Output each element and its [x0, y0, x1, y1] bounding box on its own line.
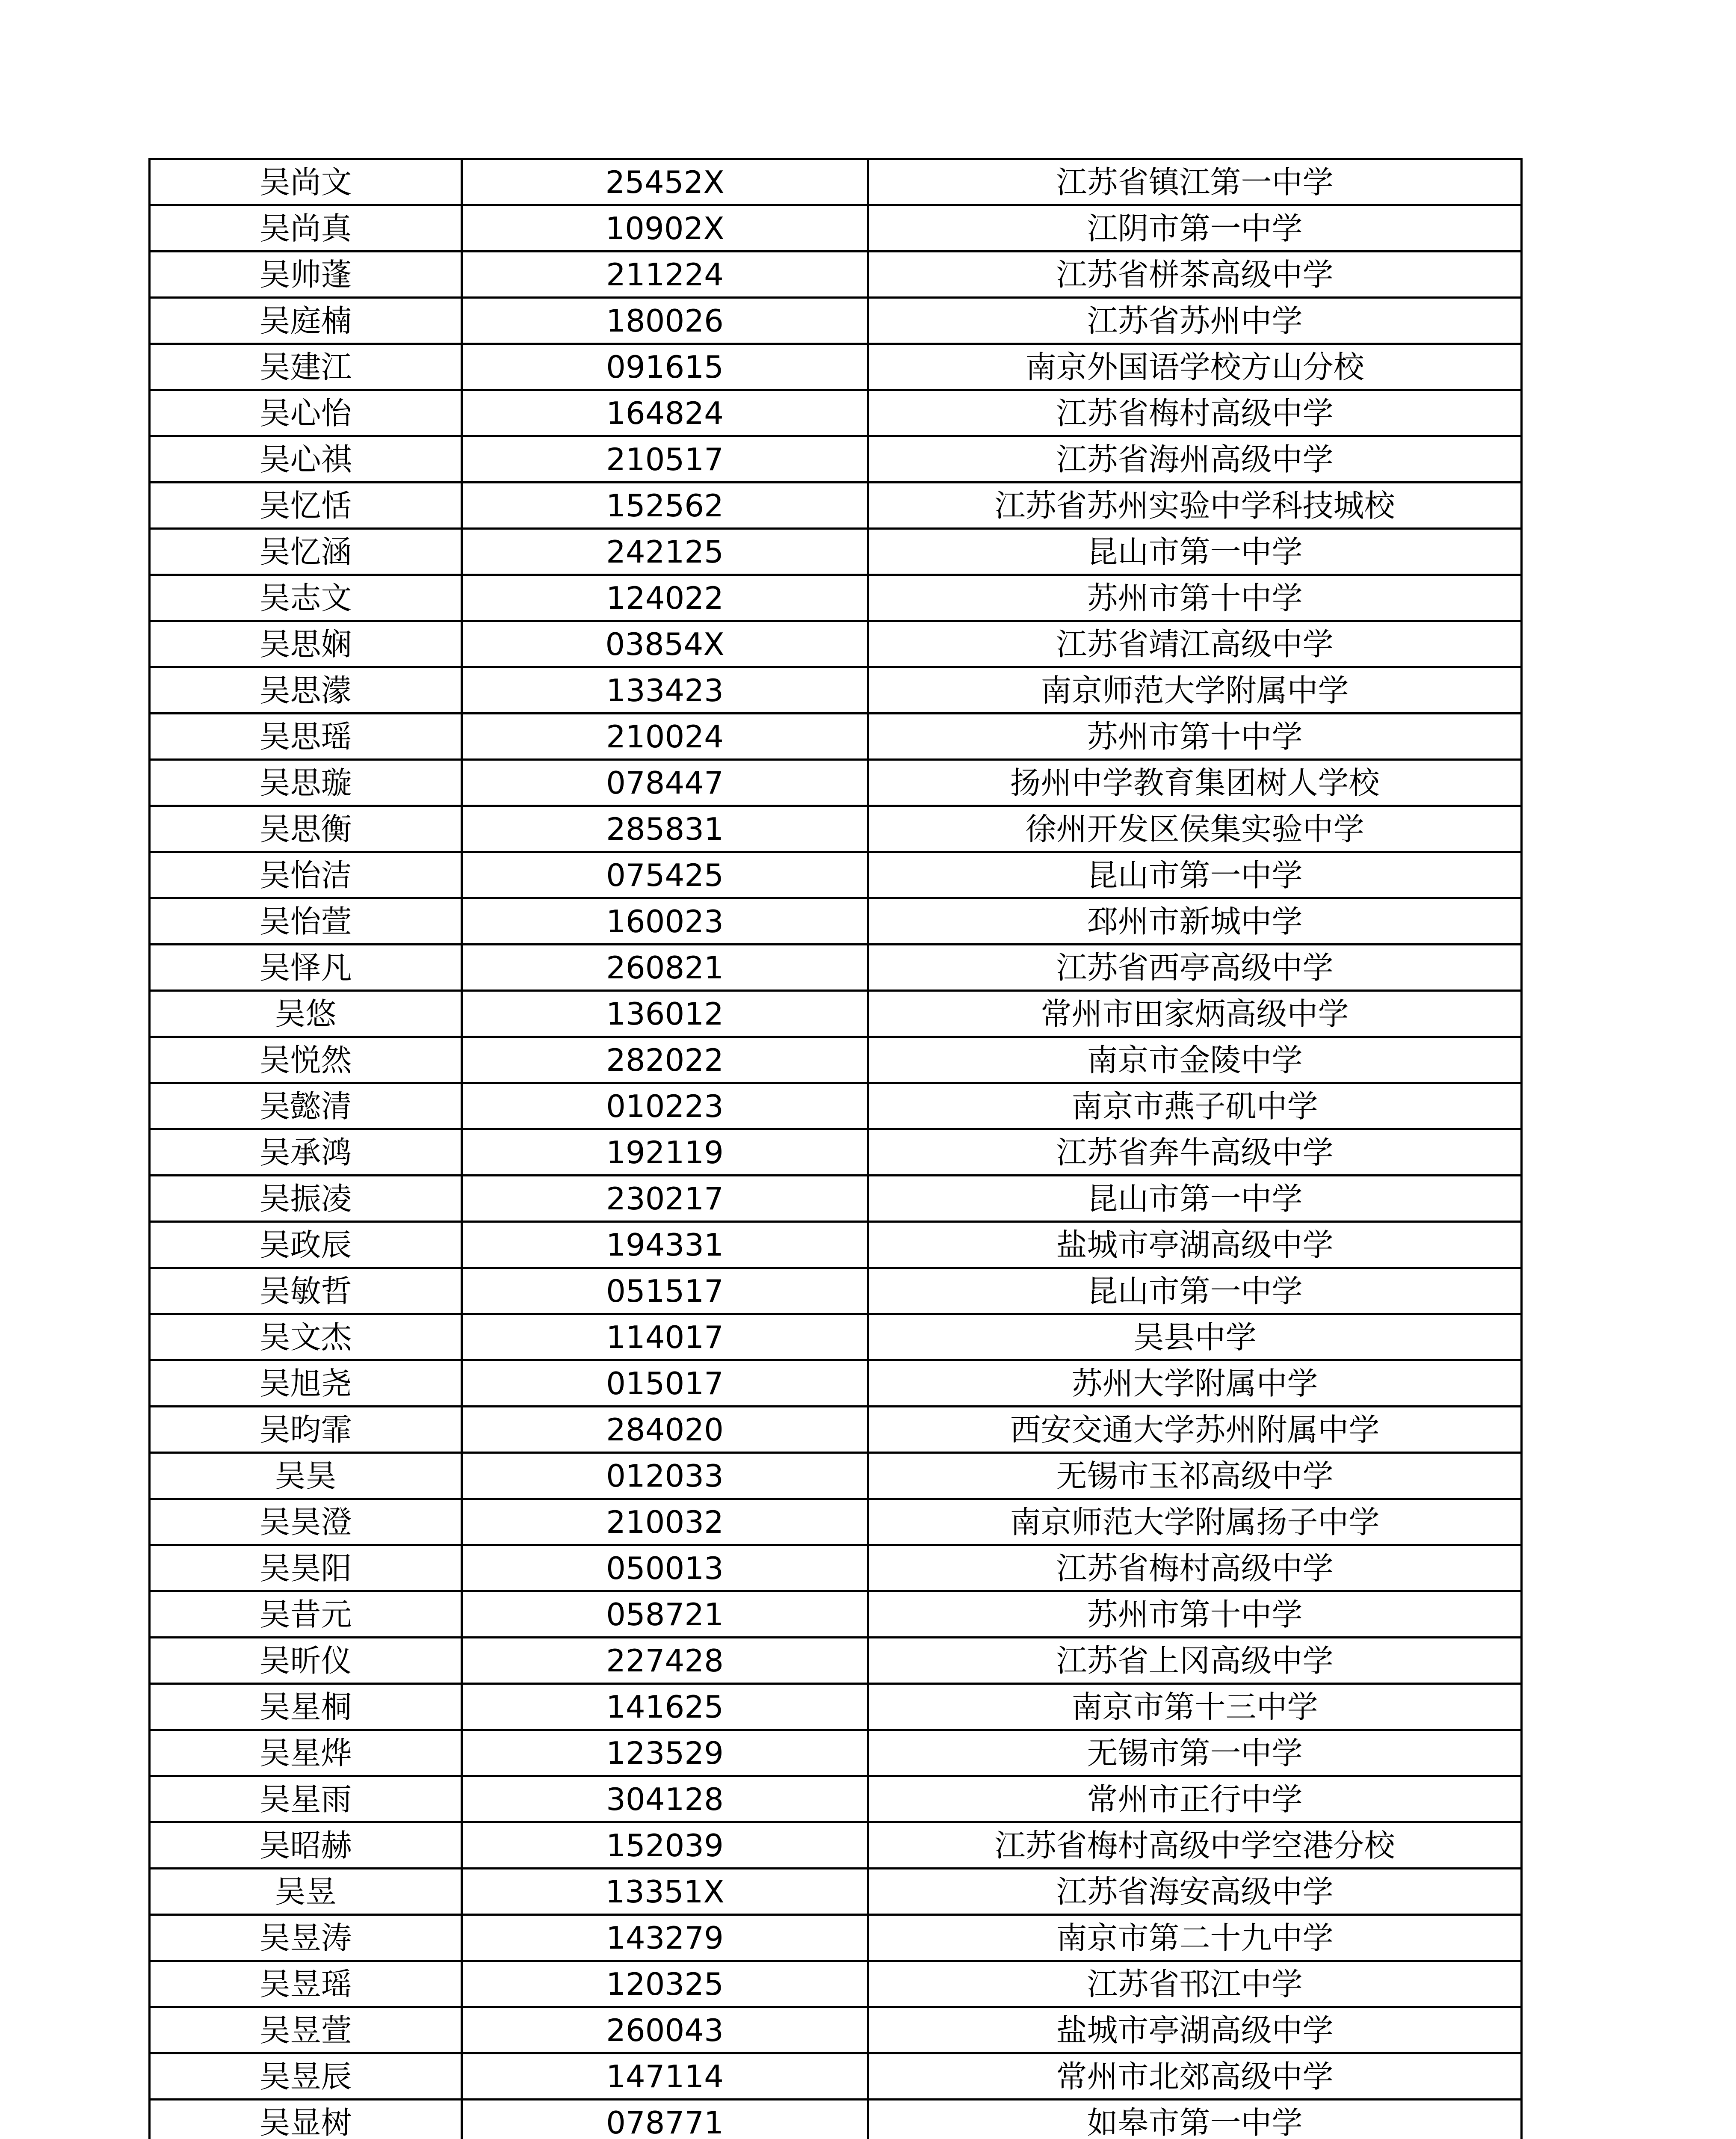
school-name-cell: 江苏省镇江第一中学	[868, 159, 1522, 205]
table-row	[150, 159, 1522, 205]
student-name-cell: 吴帅蓬	[150, 252, 462, 298]
table-row	[150, 1314, 1522, 1360]
student-name-cell: 吴庭楠	[150, 298, 462, 344]
student-name-cell: 吴怿凡	[150, 945, 462, 991]
table-row	[150, 1499, 1522, 1545]
student-name-cell: 吴昕仪	[150, 1638, 462, 1684]
student-id-cell: 136012	[462, 991, 868, 1037]
student-name-cell: 吴懿清	[150, 1083, 462, 1129]
student-id-cell: 114017	[462, 1314, 868, 1360]
student-id-cell: 230217	[462, 1176, 868, 1222]
student-id-cell: 075425	[462, 852, 868, 898]
school-name-cell: 西安交通大学苏州附属中学	[868, 1407, 1522, 1453]
student-id-cell: 211224	[462, 252, 868, 298]
table-row	[150, 2100, 1522, 2139]
student-id-cell: 210032	[462, 1499, 868, 1545]
student-name-cell: 吴昀霏	[150, 1407, 462, 1453]
student-name-cell: 吴旭尧	[150, 1360, 462, 1407]
student-name-cell: 吴昊	[150, 1453, 462, 1499]
table-row	[150, 483, 1522, 529]
table-row	[150, 1083, 1522, 1129]
student-name-cell: 吴尚真	[150, 205, 462, 252]
student-name-cell: 吴思娴	[150, 621, 462, 667]
student-id-cell: 152039	[462, 1822, 868, 1869]
table-row	[150, 1037, 1522, 1083]
student-id-cell: 152562	[462, 483, 868, 529]
table-row	[150, 1869, 1522, 1915]
school-name-cell: 如皋市第一中学	[868, 2100, 1522, 2139]
school-name-cell: 江苏省奔牛高级中学	[868, 1129, 1522, 1176]
table-row	[150, 1545, 1522, 1591]
student-id-cell: 284020	[462, 1407, 868, 1453]
student-name-cell: 吴昊澄	[150, 1499, 462, 1545]
table-row	[150, 205, 1522, 252]
table-row	[150, 252, 1522, 298]
student-name-cell: 吴思濛	[150, 667, 462, 714]
student-id-cell: 010223	[462, 1083, 868, 1129]
student-name-cell: 吴怡萱	[150, 898, 462, 945]
student-id-cell: 015017	[462, 1360, 868, 1407]
student-id-cell: 10902X	[462, 205, 868, 252]
table-row	[150, 390, 1522, 436]
student-id-cell: 282022	[462, 1037, 868, 1083]
student-id-cell: 078771	[462, 2100, 868, 2139]
student-id-cell: 13351X	[462, 1869, 868, 1915]
student-id-cell: 210517	[462, 436, 868, 483]
student-name-cell: 吴尚文	[150, 159, 462, 205]
student-name-cell: 吴显树	[150, 2100, 462, 2139]
student-id-cell: 050013	[462, 1545, 868, 1591]
school-name-cell: 苏州市第十中学	[868, 575, 1522, 621]
school-name-cell: 无锡市玉祁高级中学	[868, 1453, 1522, 1499]
student-name-cell: 吴昭赫	[150, 1822, 462, 1869]
student-name-cell: 吴昱涛	[150, 1915, 462, 1961]
school-name-cell: 江苏省梅村高级中学	[868, 1545, 1522, 1591]
table-row	[150, 1730, 1522, 1776]
table-row	[150, 436, 1522, 483]
student-name-cell: 吴星烨	[150, 1730, 462, 1776]
student-name-cell: 吴星桐	[150, 1684, 462, 1730]
school-name-cell: 昆山市第一中学	[868, 529, 1522, 575]
table-row	[150, 1776, 1522, 1822]
table-row	[150, 575, 1522, 621]
student-id-cell: 160023	[462, 898, 868, 945]
student-name-cell: 吴昱辰	[150, 2053, 462, 2100]
student-name-cell: 吴昱瑶	[150, 1961, 462, 2007]
student-id-cell: 304128	[462, 1776, 868, 1822]
table-row	[150, 1176, 1522, 1222]
table-row	[150, 1129, 1522, 1176]
school-name-cell: 盐城市亭湖高级中学	[868, 1222, 1522, 1268]
school-name-cell: 昆山市第一中学	[868, 1268, 1522, 1314]
table-row	[150, 2053, 1522, 2100]
school-name-cell: 南京师范大学附属扬子中学	[868, 1499, 1522, 1545]
table-row	[150, 852, 1522, 898]
school-name-cell: 江苏省梅村高级中学	[868, 390, 1522, 436]
student-id-cell: 123529	[462, 1730, 868, 1776]
school-name-cell: 江苏省苏州中学	[868, 298, 1522, 344]
student-id-cell: 091615	[462, 344, 868, 390]
table-row	[150, 1822, 1522, 1869]
school-name-cell: 苏州市第十中学	[868, 1591, 1522, 1638]
table-row	[150, 621, 1522, 667]
table-row	[150, 898, 1522, 945]
student-id-cell: 012033	[462, 1453, 868, 1499]
table-row	[150, 714, 1522, 760]
student-name-cell: 吴昱	[150, 1869, 462, 1915]
school-name-cell: 江苏省西亭高级中学	[868, 945, 1522, 991]
school-name-cell: 常州市北郊高级中学	[868, 2053, 1522, 2100]
school-name-cell: 昆山市第一中学	[868, 1176, 1522, 1222]
student-id-cell: 192119	[462, 1129, 868, 1176]
student-name-cell: 吴昱萱	[150, 2007, 462, 2053]
school-name-cell: 邳州市新城中学	[868, 898, 1522, 945]
student-id-cell: 285831	[462, 806, 868, 852]
school-name-cell: 扬州中学教育集团树人学校	[868, 760, 1522, 806]
student-id-cell: 078447	[462, 760, 868, 806]
table-row	[150, 1453, 1522, 1499]
school-name-cell: 常州市田家炳高级中学	[868, 991, 1522, 1037]
student-id-cell: 141625	[462, 1684, 868, 1730]
student-id-cell: 25452X	[462, 159, 868, 205]
table-row	[150, 1268, 1522, 1314]
student-id-cell: 260821	[462, 945, 868, 991]
school-name-cell: 江苏省上冈高级中学	[868, 1638, 1522, 1684]
student-name-cell: 吴思璇	[150, 760, 462, 806]
school-name-cell: 江苏省栟茶高级中学	[868, 252, 1522, 298]
student-name-cell: 吴承鸿	[150, 1129, 462, 1176]
table-row	[150, 2007, 1522, 2053]
student-id-cell: 124022	[462, 575, 868, 621]
student-name-cell: 吴怡洁	[150, 852, 462, 898]
student-table-body	[150, 159, 1522, 2139]
student-id-cell: 227428	[462, 1638, 868, 1684]
school-name-cell: 江阴市第一中学	[868, 205, 1522, 252]
student-id-cell: 260043	[462, 2007, 868, 2053]
student-id-cell: 120325	[462, 1961, 868, 2007]
school-name-cell: 苏州大学附属中学	[868, 1360, 1522, 1407]
student-id-cell: 164824	[462, 390, 868, 436]
student-id-cell: 143279	[462, 1915, 868, 1961]
student-name-cell: 吴昔元	[150, 1591, 462, 1638]
student-name-cell: 吴心怡	[150, 390, 462, 436]
table-row	[150, 667, 1522, 714]
school-name-cell: 江苏省海安高级中学	[868, 1869, 1522, 1915]
school-name-cell: 江苏省邗江中学	[868, 1961, 1522, 2007]
student-name-cell: 吴忆恬	[150, 483, 462, 529]
student-id-cell: 242125	[462, 529, 868, 575]
student-name-cell: 吴星雨	[150, 1776, 462, 1822]
student-name-cell: 吴志文	[150, 575, 462, 621]
school-name-cell: 徐州开发区侯集实验中学	[868, 806, 1522, 852]
table-row	[150, 298, 1522, 344]
school-name-cell: 昆山市第一中学	[868, 852, 1522, 898]
school-name-cell: 无锡市第一中学	[868, 1730, 1522, 1776]
school-name-cell: 南京市第二十九中学	[868, 1915, 1522, 1961]
student-name-cell: 吴悦然	[150, 1037, 462, 1083]
school-name-cell: 盐城市亭湖高级中学	[868, 2007, 1522, 2053]
student-name-cell: 吴政辰	[150, 1222, 462, 1268]
school-name-cell: 南京市金陵中学	[868, 1037, 1522, 1083]
table-row	[150, 806, 1522, 852]
student-name-cell: 吴建江	[150, 344, 462, 390]
student-id-cell: 058721	[462, 1591, 868, 1638]
table-row	[150, 344, 1522, 390]
table-row	[150, 1407, 1522, 1453]
table-row	[150, 1591, 1522, 1638]
table-row	[150, 760, 1522, 806]
school-name-cell: 江苏省海州高级中学	[868, 436, 1522, 483]
school-name-cell: 南京师范大学附属中学	[868, 667, 1522, 714]
student-name-cell: 吴悠	[150, 991, 462, 1037]
school-name-cell: 江苏省梅村高级中学空港分校	[868, 1822, 1522, 1869]
student-id-cell: 147114	[462, 2053, 868, 2100]
student-name-cell: 吴振凌	[150, 1176, 462, 1222]
student-id-cell: 180026	[462, 298, 868, 344]
table-row	[150, 529, 1522, 575]
table-row	[150, 1360, 1522, 1407]
student-name-cell: 吴忆涵	[150, 529, 462, 575]
table-row	[150, 1915, 1522, 1961]
table-row	[150, 1684, 1522, 1730]
student-name-cell: 吴文杰	[150, 1314, 462, 1360]
student-id-cell: 03854X	[462, 621, 868, 667]
student-id-cell: 194331	[462, 1222, 868, 1268]
table-row	[150, 991, 1522, 1037]
school-name-cell: 江苏省靖江高级中学	[868, 621, 1522, 667]
school-name-cell: 南京市第十三中学	[868, 1684, 1522, 1730]
table-row	[150, 1961, 1522, 2007]
school-name-cell: 南京外国语学校方山分校	[868, 344, 1522, 390]
student-name-cell: 吴思瑶	[150, 714, 462, 760]
school-name-cell: 江苏省苏州实验中学科技城校	[868, 483, 1522, 529]
school-name-cell: 吴县中学	[868, 1314, 1522, 1360]
table-row	[150, 1222, 1522, 1268]
student-id-cell: 210024	[462, 714, 868, 760]
school-name-cell: 苏州市第十中学	[868, 714, 1522, 760]
student-id-cell: 133423	[462, 667, 868, 714]
table-row	[150, 945, 1522, 991]
student-table	[148, 158, 1523, 2139]
school-name-cell: 南京市燕子矶中学	[868, 1083, 1522, 1129]
student-id-cell: 051517	[462, 1268, 868, 1314]
student-name-cell: 吴敏哲	[150, 1268, 462, 1314]
student-name-cell: 吴昊阳	[150, 1545, 462, 1591]
student-name-cell: 吴思衡	[150, 806, 462, 852]
school-name-cell: 常州市正行中学	[868, 1776, 1522, 1822]
table-row	[150, 1638, 1522, 1684]
student-name-cell: 吴心祺	[150, 436, 462, 483]
